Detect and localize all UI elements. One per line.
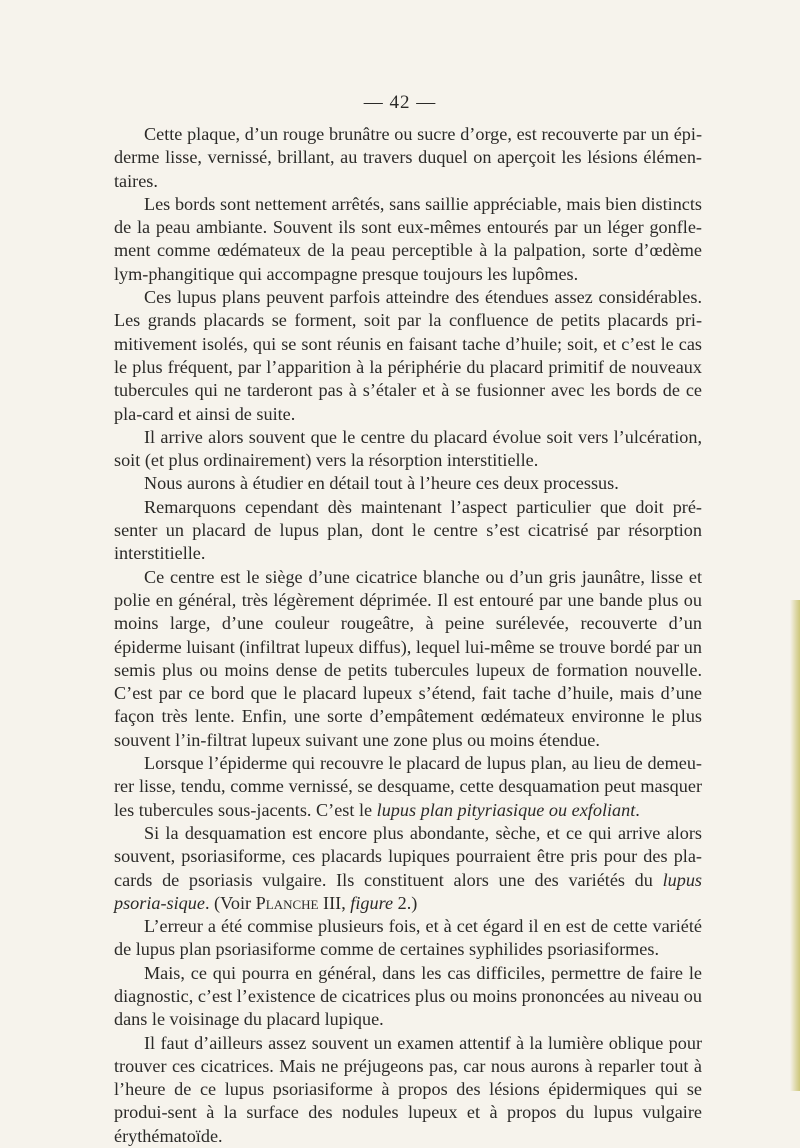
paragraph (114, 752, 702, 822)
figure-reference: figure (350, 892, 394, 913)
body-text (114, 123, 702, 1148)
plate-reference: Planche (255, 892, 319, 913)
italic-term: lupus psoria-sique (114, 869, 702, 913)
page-edge-shadow (790, 600, 800, 1091)
paragraph: Mais, ce qui pourra en général, dans les cas difficiles, permettre de faire le diagnostic, c’est l’existence de cicatrices plus ou moins prononcées au niveau ou dans le voisinage du placard lupique. (114, 962, 702, 1030)
paragraph: Nous aurons à étudier en détail tout à l’heure ces deux processus. (144, 473, 619, 494)
paragraph-text: 2.) (393, 892, 418, 913)
paragraph (114, 822, 702, 915)
paragraph: L’erreur a été commise plusieurs fois, et à cet égard il en est de cette variété de lupus plan psoriasiforme comme de certaines syphilides psoriasiformes. (114, 916, 702, 960)
paragraph: Remarquons cependant dès maintenant l’aspect particulier que doit pré-senter un placard de lupus plan, dont le centre s’est cicatrisé par résorption interstitielle. (114, 496, 702, 564)
paragraph: Il arrive alors souvent que le centre du placard évolue soit vers l’ulcération, soit (et plus ordinairement) vers la résorption interstitielle. (114, 426, 702, 471)
paragraph: Il faut d’ailleurs assez souvent un examen attentif à la lumière oblique pour trouver ces cicatrices. Mais ne préjugeons pas, car nous aurons à reparler tout à l’heure de ce lupus psoriasiforme à propos des lésions épidermiques qui se produi-sent à la surface des nodules lupeux et à propos du lupus vulgaire érythématoïde. (114, 1032, 702, 1146)
paragraph-text: Lorsque l’épiderme qui recouvre le placard de lupus plan, au lieu de demeu-rer lisse, tendu, comme vernissé, se desquame, cette desquamation peut masquer les tubercules sous-jacents. C’est le (114, 753, 702, 820)
paragraph-text: . (Voir (204, 892, 256, 913)
paragraph-text: . (635, 799, 640, 820)
paragraph-text: III, (318, 892, 351, 913)
paragraph: Ces lupus plans peuvent parfois atteindre des étendues assez considérables. Les grands placards se forment, soit par la confluence de petits placards pri-mitivement isolés, qui se sont réunis en faisant tache d’huile; soit, et c’est le cas le plus fréquent, par l’apparition à la périphérie du placard primitif de nouveaux tubercules qui ne tarderont pas à s’étaler et à se fusionner avec les bords de ce pla-card et ainsi de suite. (114, 287, 702, 424)
paragraph: Les bords sont nettement arrêtés, sans saillie appréciable, mais bien distincts de la peau ambiante. Souvent ils sont eux-mêmes entourés par un léger gonfle-ment comme œdémateux de la peau perceptible à la palpation, sorte d’œdème lym-phangitique qui accompagne presque toujours les lupômes. (114, 193, 702, 284)
paragraph-text: Si la desquamation est encore plus abondante, sèche, et ce qui arrive alors souvent, psoriasiforme, ces placards lupiques pourraient être pris pour des pla-cards de psoriasis vulgaire. Ils constituent alors une des variétés du (114, 822, 702, 890)
paragraph: Cette plaque, d’un rouge brunâtre ou sucre d’orge, est recouverte par un épi-derme lisse, vernissé, brillant, au travers duquel on aperçoit les lésions élémen-taires. (114, 124, 702, 191)
page-number: — 42 — (363, 92, 437, 113)
paragraph: Ce centre est le siège d’une cicatrice blanche ou d’un gris jaunâtre, lisse et polie en général, très légèrement déprimée. Il est entouré par une bande plus ou moins large, d’une couleur rougeâtre, à peine surélevée, recouverte d’un épiderme luisant (infiltrat lupeux diffus), lequel lui-même se trouve bordé par un semis plus ou moins dense de petits tubercules lupeux de formation nouvelle. C’est par ce bord que le placard lupeux s’étend, fait tache d’huile, mais d’une façon très lente. Enfin, une sorte d’empâtement œdémateux environne le plus souvent l’in-filtrat lupeux suivant une zone plus ou moins étendue. (114, 566, 702, 750)
italic-term: lupus plan pityriasique ou exfoliant (376, 799, 636, 820)
